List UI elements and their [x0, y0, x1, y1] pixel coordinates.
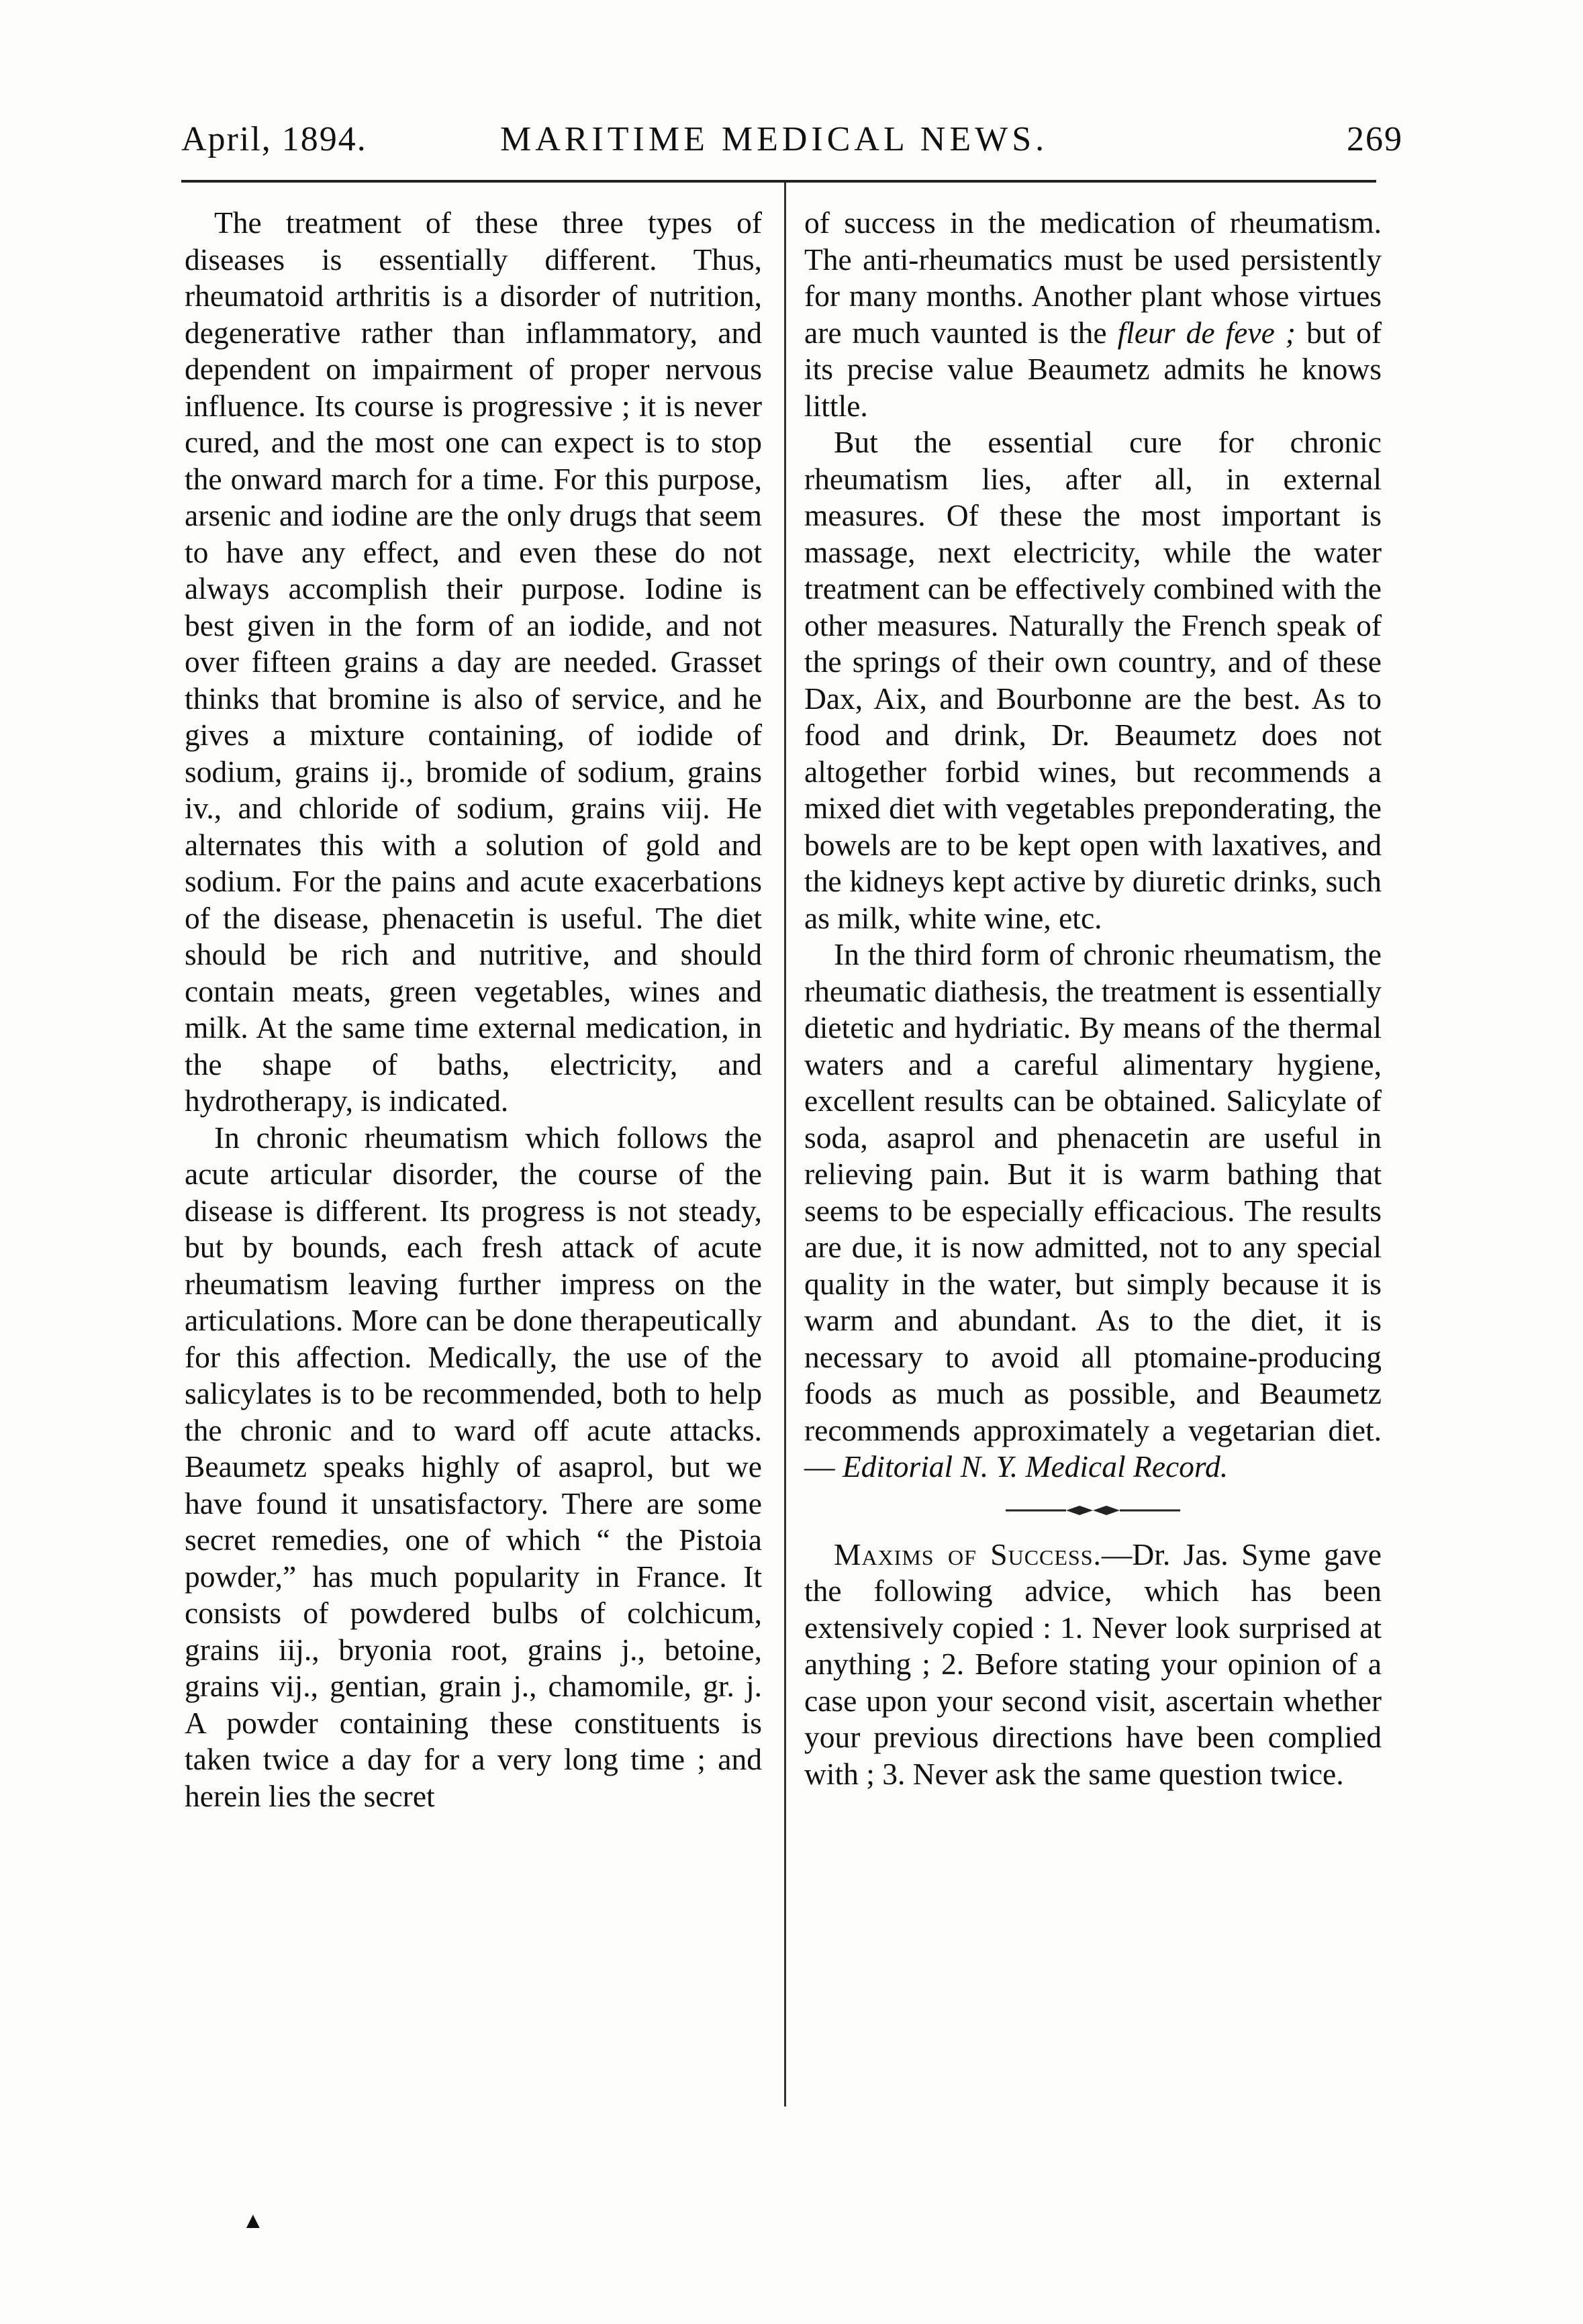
- source-citation: Editorial N. Y. Medical Record.: [842, 1449, 1229, 1484]
- right-paragraph-2: But the essential cure for chronic rheumatism lies, after all, in external measures. Of these the most important is massage, next electricity, while the water treatment can be effectively combined with the other measures. Naturally the French speak of the springs of their own country, and of these Dax, Aix, and Bourbonne are the best. As to food and drink, Dr. Beaumetz does not altogether forbid wines, but recommends a mixed diet with vegetables preponderating, the bowels are to be kept open with laxatives, and the kidneys kept active by diuretic drinks, such as milk, white wine, etc.: [804, 425, 1382, 935]
- left-paragraph-2: In chronic rheumatism which follows the acute articular disorder, the course of the disease is different. Its progress is not steady, but by bounds, each fresh attack of acute rheumatism leaving further impress on the articulations. More can be done therapeutically for this affection. Medically, the use of the salicylates is to be recommended, both to help the chronic and to ward off acute attacks. Beaumetz speaks highly of asaprol, but we have found it unsatisfactory. There are some secret remedies, one of which “ the Pistoia powder,” has much popularity in France. It consists of powdered bulbs of colchicum, grains iij., bryonia root, grains j., betoine, grains vij., gentian, grain j., chamomile, gr. j. A powder containing these constituents is taken twice a day for a very long time ; and herein lies the secret: [185, 1120, 762, 1813]
- running-header: [181, 119, 1403, 173]
- right-column: [804, 205, 1382, 1792]
- right-paragraph-3: [804, 936, 1382, 1486]
- journal-title: MARITIME MEDICAL NEWS.: [500, 120, 1049, 158]
- header-rule: [181, 180, 1376, 183]
- right-paragraph-1: [804, 205, 1382, 424]
- left-column: [185, 205, 762, 1814]
- right-paragraph-4: [804, 1537, 1382, 1793]
- right-paragraph-1-text-a: of success in the medication of rheumatism. The anti-rheumatics must be used persistently for many months. Another plant whose virtues are much vaunted is the: [804, 205, 1382, 350]
- left-paragraph-1: The treatment of these three types of diseases is essentially different. Thus, rheumatoid arthritis is a disorder of nutrition, degenerative rather than inflammatory, and dependent on impairment of proper nervous influence. Its course is progressive ; it is never cured, and the most one can expect is to stop the onward march for a time. For this purpose, arsenic and iodine are the only drugs that seem to have any effect, and even these do not always accomplish their purpose. Iodine is best given in the form of an iodide, and not over fifteen grains a day are needed. Grasset thinks that bromine is also of service, and he gives a mixture containing, of iodide of sodium, grains ij., bromide of sodium, grains iv., and chloride of sodium, grains viij. He alternates this with a solution of gold and sodium. For the pains and acute exacerbations of the disease, phenacetin is useful. The diet should be rich and nutritive, and should contain meats, green vegetables, wines and milk. At the same time external medication, in the shape of baths, electricity, and hydrotherapy, is indicated.: [185, 205, 762, 1118]
- maxims-body: —Dr. Jas. Syme gave the following advice, which has been extensively copied : 1. Never look surprised at anything ; 2. Before stating your opinion of a case upon your second visit, ascertain whether your previous directions have been complied with ; 3. Never ask the same question twice.: [804, 1537, 1382, 1791]
- column-divider: [784, 183, 786, 2107]
- issue-date: April, 1894.: [181, 120, 367, 158]
- right-paragraph-1-italic: fleur de feve ;: [1117, 315, 1296, 350]
- ornament-icon: [992, 1500, 1194, 1520]
- stray-mark: ▲: [242, 2209, 265, 2233]
- right-paragraph-3-text: In the third form of chronic rheumatism, the rheumatic diathesis, the treatment is essentially dietetic and hydriatic. By means of the thermal waters and a careful alimentary hygiene, excellent results can be obtained. Salicylate of soda, asaprol and phenacetin are useful in relieving pain. But it is warm bathing that seems to be especially efficacious. The results are due, it is now admitted, not to any special quality in the water, but simply because it is warm and abundant. As to the diet, it is necessary to avoid all ptomaine-producing foods as much as possible, and Beaumetz recommends approximately a vegetarian diet. —: [804, 937, 1382, 1484]
- right-paragraph-1-text-b: but of its precise value Beaumetz admits he knows little.: [804, 315, 1382, 423]
- page-number: 269: [1347, 120, 1403, 158]
- section-ornament: [804, 1500, 1382, 1520]
- maxims-heading: Maxims of Success.: [834, 1537, 1102, 1571]
